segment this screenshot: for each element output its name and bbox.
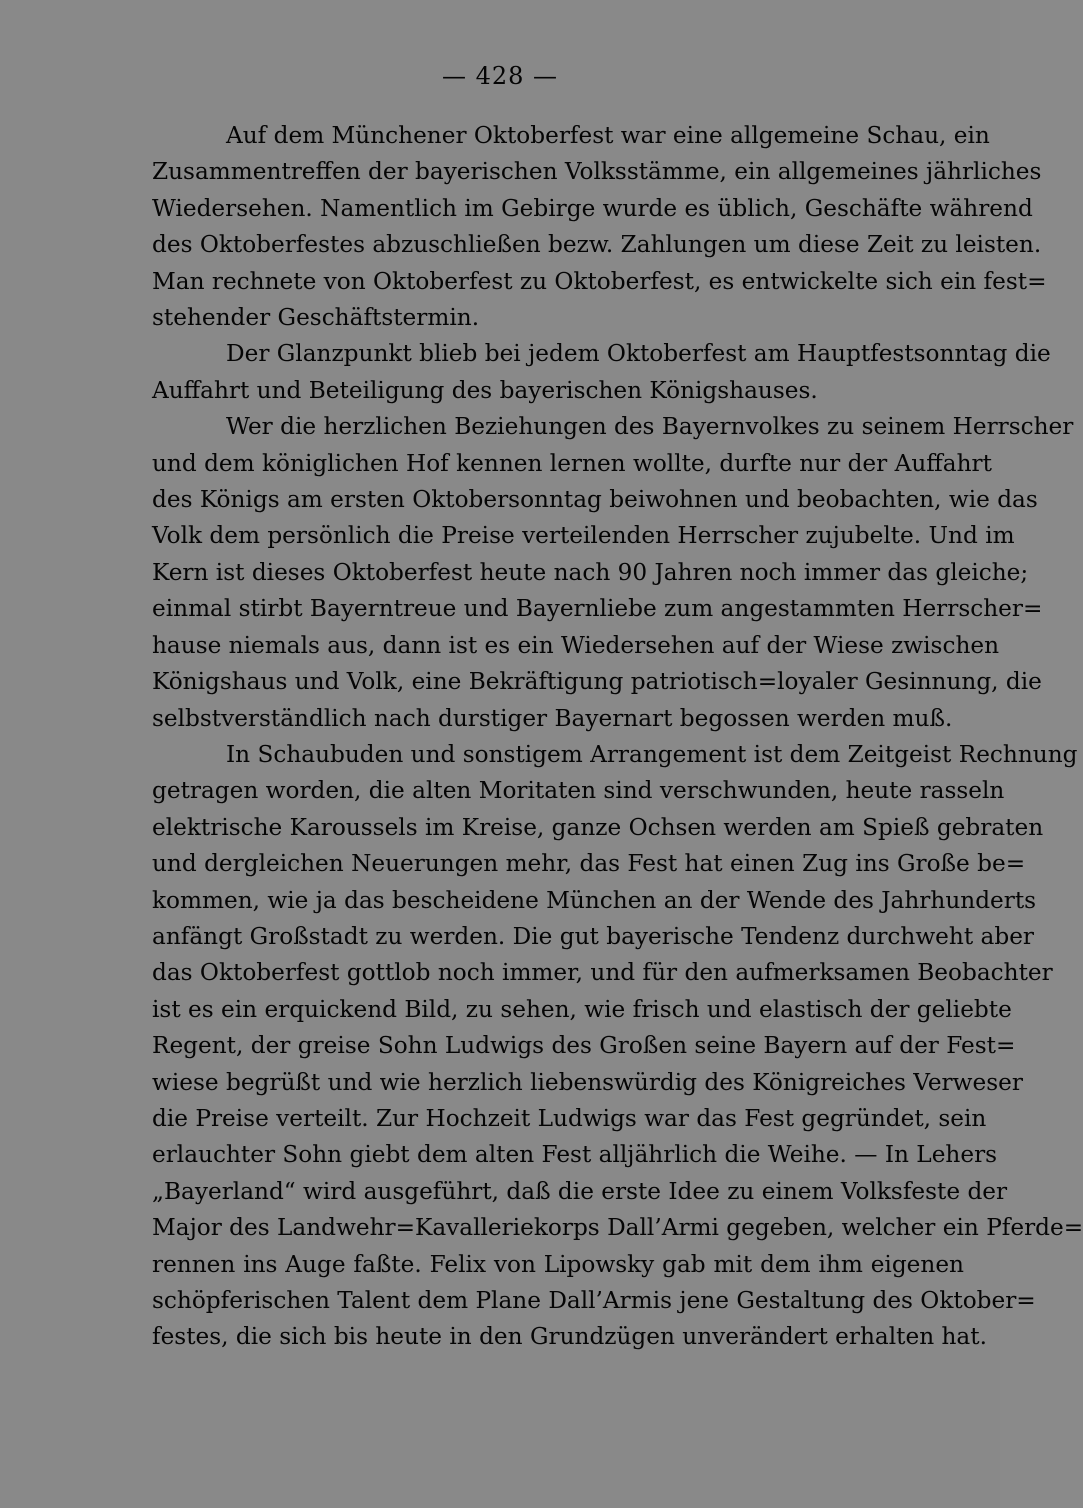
- text-line: „Bayerland“ wird ausgeführt, daß die erste Idee zu einem Volksfeste der: [152, 1177, 1008, 1205]
- page-number: — 428 —: [441, 62, 559, 90]
- text-line: rennen ins Auge faßte. Felix von Lipowsky gab mit dem ihm eigenen: [152, 1250, 964, 1278]
- text-line: Regent, der greise Sohn Ludwigs des Großen seine Bayern auf der Fest=: [152, 1032, 1016, 1060]
- text-line: die Preise verteilt. Zur Hochzeit Ludwigs war das Fest gegründet, sein: [152, 1104, 987, 1132]
- text-line: Kern ist dieses Oktoberfest heute nach 90 Jahren noch immer das gleiche;: [152, 558, 1029, 586]
- text-line: anfängt Großstadt zu werden. Die gut bayerische Tendenz durchweht aber: [152, 922, 1034, 950]
- paragraph-oktoberfest-gathering: [152, 118, 1047, 336]
- text-line: wiese begrüßt und wie herzlich liebenswürdig des Königreiches Verweser: [152, 1068, 1023, 1096]
- text-line: des Oktoberfestes abzuschließen bezw. Zahlungen um diese Zeit zu leisten.: [152, 231, 1042, 259]
- text-line: stehender Geschäftstermin.: [152, 304, 480, 332]
- text-line: erlauchter Sohn giebt dem alten Fest alljährlich die Weihe. — In Lehers: [152, 1141, 998, 1169]
- text-line: Man rechnete von Oktoberfest zu Oktoberfest, es entwickelte sich ein fest=: [152, 267, 1047, 295]
- text-line: und dergleichen Neuerungen mehr, das Fest hat einen Zug ins Große be=: [152, 850, 1026, 878]
- text-line: In Schaubuden und sonstigem Arrangement ist dem Zeitgeist Rechnung: [226, 740, 1078, 768]
- text-line: das Oktoberfest gottlob noch immer, und für den aufmerksamen Beobachter: [152, 959, 1053, 987]
- text-line: getragen worden, die alten Moritaten sind verschwunden, heute rasseln: [152, 777, 1005, 805]
- text-line: kommen, wie ja das bescheidene München an der Wende des Jahrhunderts: [152, 886, 1037, 914]
- text-line: Major des Landwehr=Kavalleriekorps Dall’Armi gegeben, welcher ein Pferde=: [152, 1214, 1083, 1242]
- text-line: Wer die herzlichen Beziehungen des Bayernvolkes zu seinem Herrscher: [226, 413, 1074, 441]
- text-line: ist es ein erquickend Bild, zu sehen, wie frisch und elastisch der geliebte: [152, 995, 1012, 1023]
- text-line: einmal stirbt Bayerntreue und Bayernliebe zum angestammten Herrscher=: [152, 595, 1043, 623]
- text-line: Auffahrt und Beteiligung des bayerischen Königshauses.: [152, 376, 818, 404]
- paragraph-royal-relations: [152, 409, 1074, 737]
- text-line: Volk dem persönlich die Preise verteilenden Herrscher zujubelte. Und im: [152, 522, 1015, 550]
- text-line: elektrische Karoussels im Kreise, ganze Ochsen werden am Spieß gebraten: [152, 813, 1044, 841]
- text-line: Auf dem Münchener Oktoberfest war eine allgemeine Schau, ein: [226, 122, 990, 149]
- text-line: Wiedersehen. Namentlich im Gebirge wurde es üblich, Geschäfte während: [152, 194, 1033, 222]
- text-line: hause niemals aus, dann ist es ein Wiedersehen auf der Wiese zwischen: [152, 631, 1000, 659]
- text-line: Der Glanzpunkt blieb bei jedem Oktoberfest am Hauptfestsonntag die: [226, 340, 1051, 368]
- text-line: selbstverständlich nach durstiger Bayernart begossen werden muß.: [152, 704, 953, 732]
- paragraph-highlight: [152, 336, 1051, 409]
- text-line: schöpferischen Talent dem Plane Dall’Armis jene Gestaltung des Oktober=: [152, 1287, 1036, 1314]
- body-text: [152, 118, 1083, 1356]
- paragraph-modern-festival: [152, 737, 1083, 1356]
- text-line: des Königs am ersten Oktobersonntag beiwohnen und beobachten, wie das: [152, 486, 1038, 514]
- text-line: Königshaus und Volk, eine Bekräftigung patriotisch=loyaler Gesinnung, die: [152, 668, 1042, 696]
- text-line: und dem königlichen Hof kennen lernen wollte, durfte nur der Auffahrt: [152, 449, 992, 477]
- text-line: Zusammentreffen der bayerischen Volksstämme, ein allgemeines jährliches: [152, 158, 1042, 186]
- text-line: festes, die sich bis heute in den Grundzügen unverändert erhalten hat.: [152, 1323, 987, 1351]
